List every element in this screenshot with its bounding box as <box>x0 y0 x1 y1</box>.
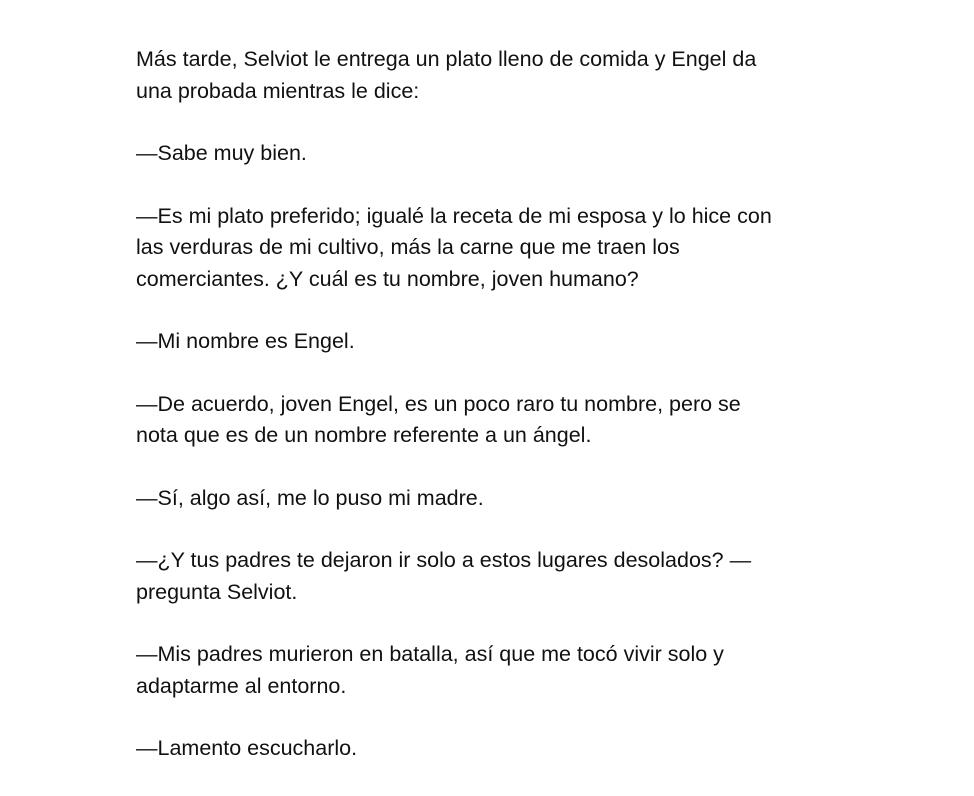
text-line: pregunta Selviot. <box>136 579 298 604</box>
paragraph-dialogue <box>136 138 856 170</box>
text-line: —Mis padres murieron en batalla, así que me tocó vivir solo y <box>136 642 724 666</box>
text-line: —¿Y tus padres te dejaron ir solo a estos lugares desolados? — <box>136 548 752 572</box>
text-line: —Sí, algo así, me lo puso mi madre. <box>136 485 484 510</box>
text-line: —Es mi plato preferido; igualé la receta de mi esposa y lo hice con <box>136 203 772 228</box>
paragraph-dialogue <box>136 389 856 452</box>
paragraph-dialogue <box>136 639 856 702</box>
paragraph-narration <box>136 44 856 107</box>
document-page <box>136 44 856 796</box>
text-line: las verduras de mi cultivo, más la carne que me traen los <box>136 235 680 259</box>
text-line: —Mi nombre es Engel. <box>136 329 355 353</box>
paragraph-dialogue <box>136 733 856 765</box>
text-line: —Lamento escucharlo. <box>136 736 358 760</box>
text-line: —De acuerdo, joven Engel, es un poco raro tu nombre, pero se <box>136 391 741 416</box>
text-line: Más tarde, Selviot le entrega un plato lleno de comida y Engel da <box>136 47 757 71</box>
text-line: adaptarme al entorno. <box>136 673 347 698</box>
paragraph-dialogue <box>136 545 856 608</box>
text-line: una probada mientras le dice: <box>136 78 420 103</box>
text-line: comerciantes. ¿Y cuál es tu nombre, joven humano? <box>136 266 639 291</box>
text-line: —Sabe muy bien. <box>136 141 307 165</box>
paragraph-dialogue <box>136 201 856 296</box>
paragraph-dialogue <box>136 483 856 515</box>
text-line: nota que es de un nombre referente a un ángel. <box>136 423 592 447</box>
paragraph-dialogue <box>136 326 856 358</box>
